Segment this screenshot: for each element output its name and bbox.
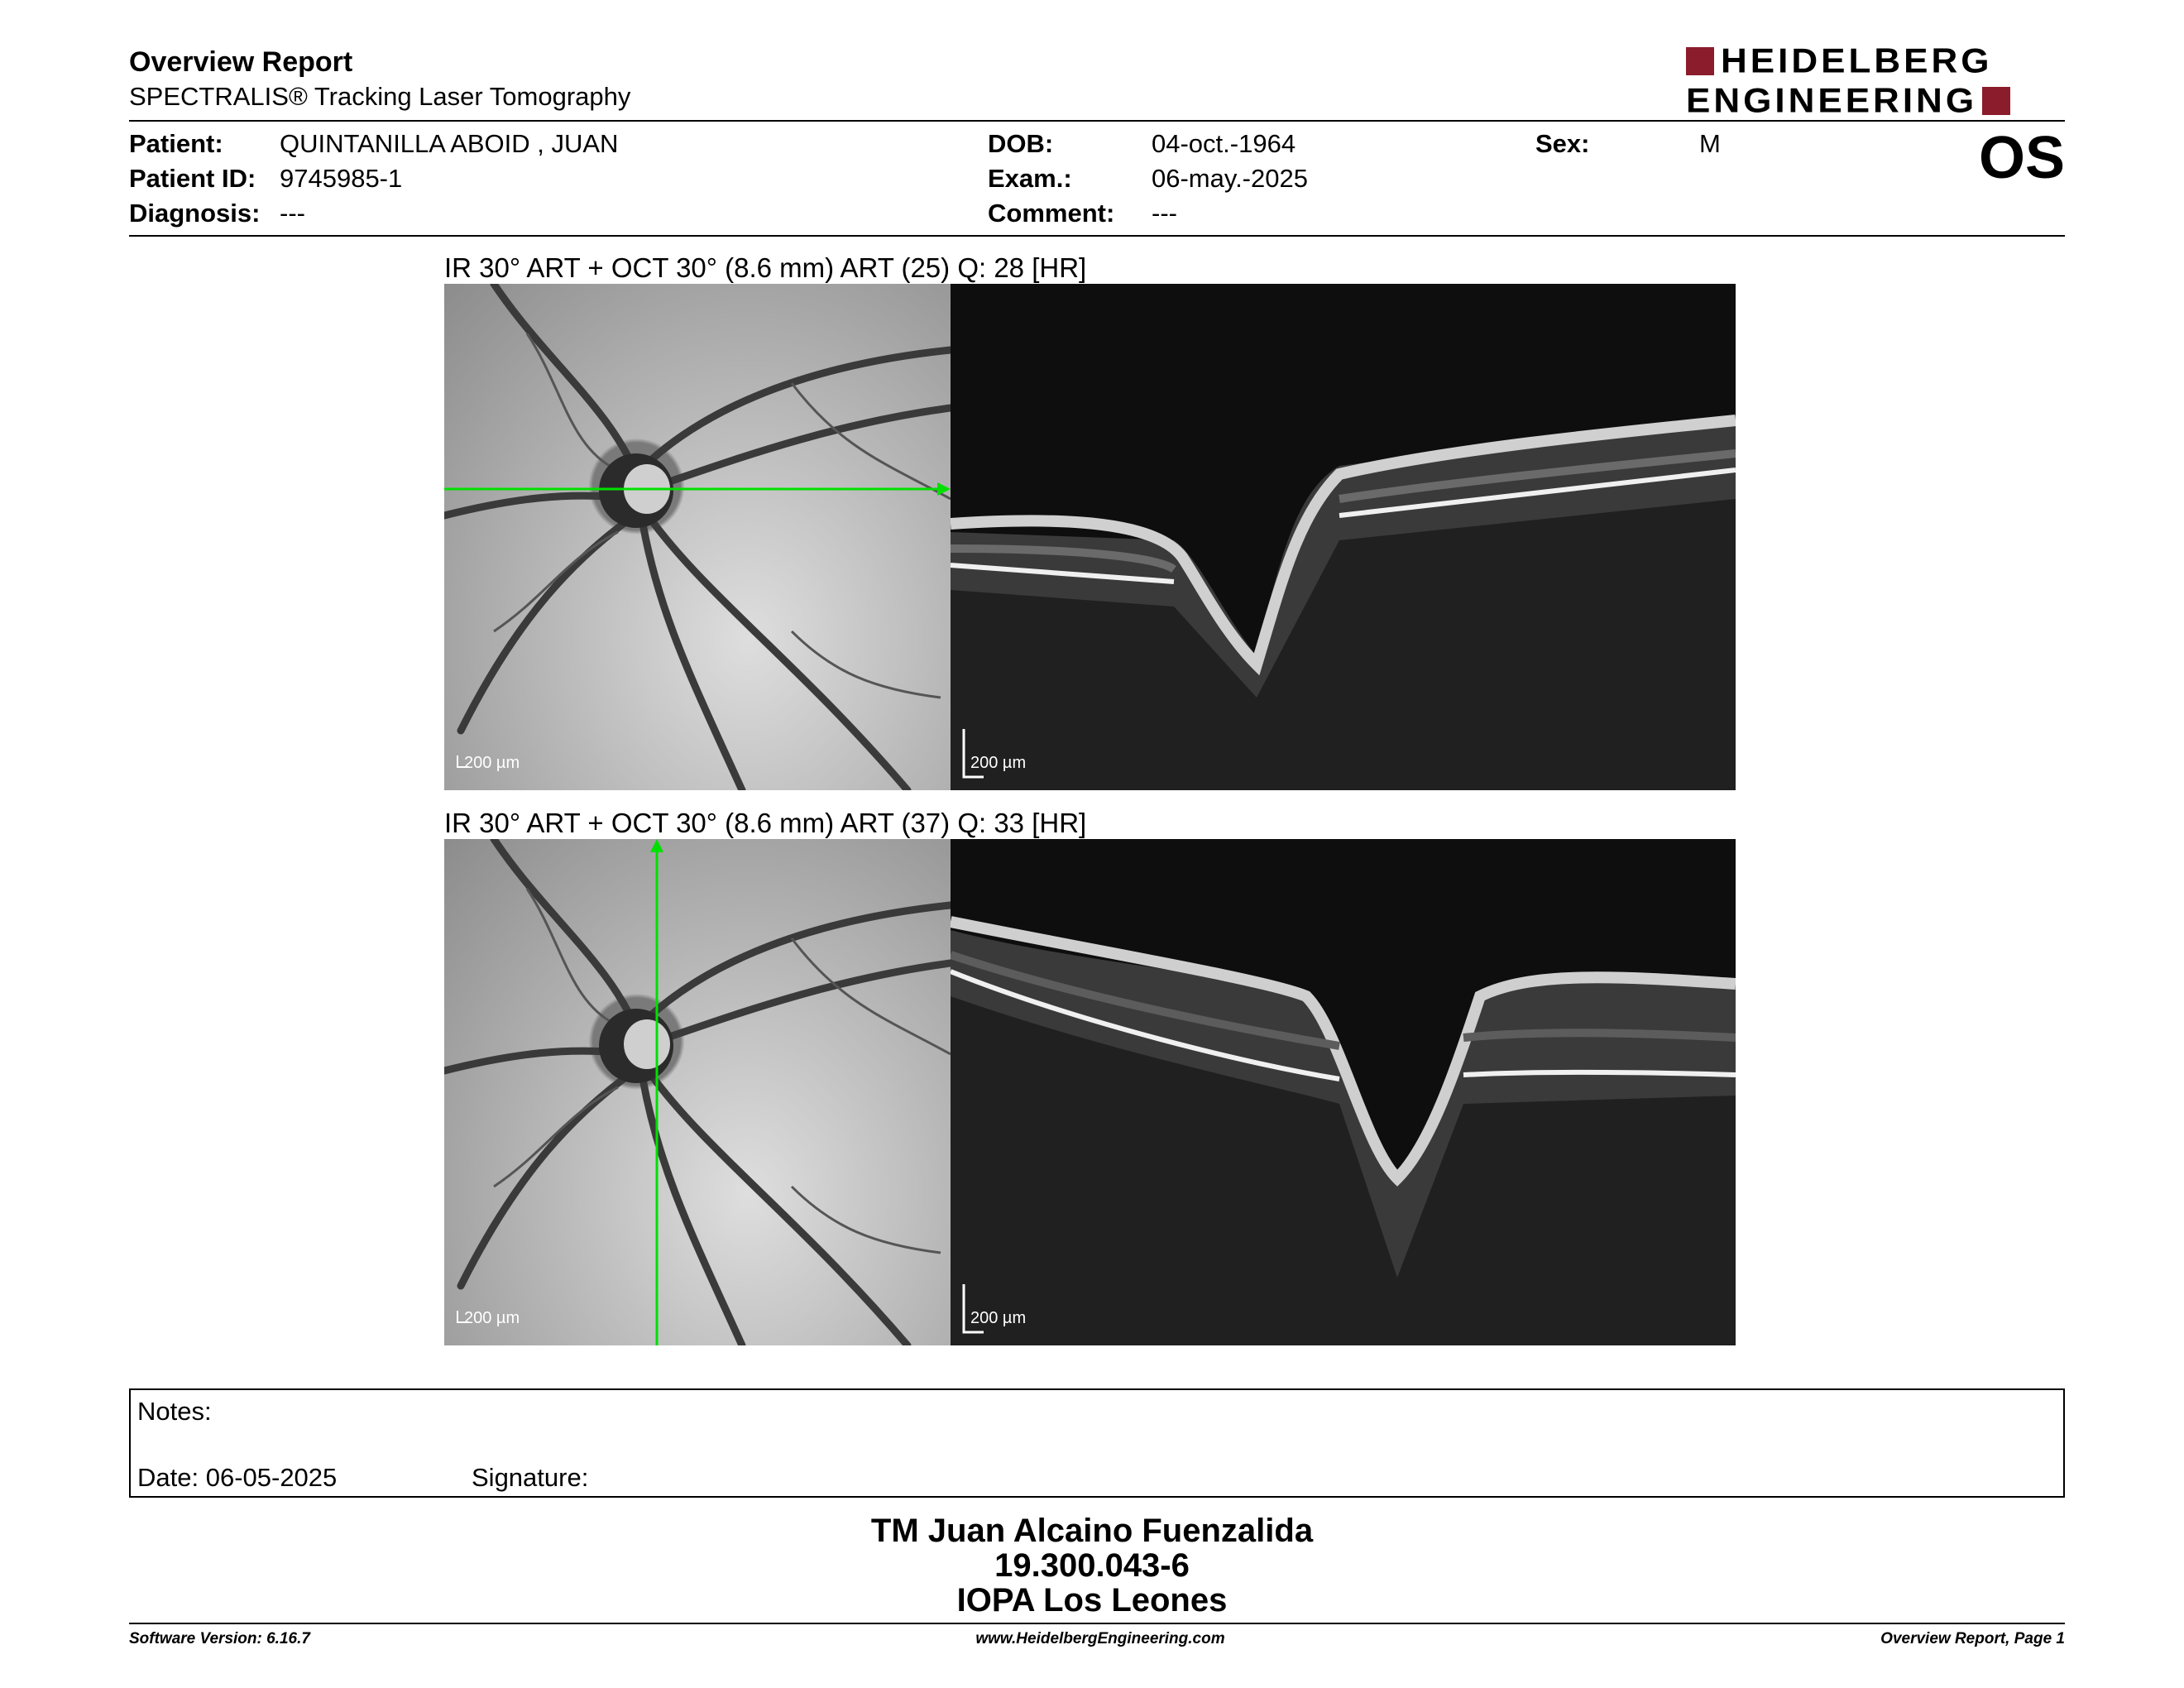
- logo-line2: ENGINEERING: [1686, 81, 1978, 120]
- logo-square-icon: [1982, 87, 2010, 115]
- sex-value: M: [1699, 129, 1721, 158]
- patient-label: Patient:: [129, 129, 223, 158]
- signer-id: 19.300.043-6: [994, 1547, 1190, 1584]
- website: www.HeidelbergEngineering.com: [975, 1630, 1225, 1647]
- patient-id: 9745985-1: [280, 164, 403, 193]
- footer-divider: [129, 1623, 2065, 1624]
- dob-value: 04-oct.-1964: [1152, 129, 1296, 158]
- diagnosis-value: ---: [280, 199, 305, 228]
- signer-clinic: IOPA Los Leones: [956, 1582, 1228, 1618]
- oct-scale-2: 200 µm: [970, 1309, 1027, 1327]
- fundus-image-2: [444, 839, 951, 1345]
- signer-name: TM Juan Alcaino Fuenzalida: [870, 1513, 1314, 1549]
- dob-label: DOB:: [988, 129, 1054, 158]
- heidelberg-logo: [1686, 43, 2065, 122]
- oct-bscan-1: [951, 284, 1736, 790]
- oct-bscan-2: [951, 839, 1736, 1345]
- diagnosis-label: Diagnosis:: [129, 199, 261, 228]
- eye-indicator: OS: [1978, 125, 2065, 191]
- comment-value: ---: [1152, 199, 1177, 228]
- header-divider: [129, 120, 2065, 122]
- sex-label: Sex:: [1535, 129, 1590, 158]
- logo-square-icon: [1686, 47, 1714, 75]
- exam-label: Exam.:: [988, 164, 1072, 193]
- comment-label: Comment:: [988, 199, 1115, 228]
- notes-date: Date: 06-05-2025: [137, 1463, 338, 1492]
- scan-label-2: IR 30° ART + OCT 30° (8.6 mm) ART (37) Q: 33 [HR]: [444, 808, 1087, 838]
- notes-box: [129, 1388, 2065, 1498]
- fundus-scale-1: 200 µm: [464, 754, 520, 772]
- fundus-image-1: [444, 284, 951, 790]
- signature-label: Signature:: [472, 1463, 589, 1492]
- oct-scale-1: 200 µm: [970, 754, 1027, 772]
- report-title: Overview Report: [129, 46, 353, 78]
- report-subtitle: SPECTRALIS® Tracking Laser Tomography: [129, 82, 631, 111]
- patient-divider: [129, 235, 2065, 237]
- notes-label: Notes:: [137, 1397, 212, 1426]
- software-version: Software Version: 6.16.7: [129, 1630, 310, 1647]
- patient-id-label: Patient ID:: [129, 164, 256, 193]
- exam-date: 06-may.-2025: [1152, 164, 1308, 193]
- patient-name: QUINTANILLA ABOID , JUAN: [280, 129, 619, 158]
- page-indicator: Overview Report, Page 1: [1880, 1630, 2065, 1647]
- logo-line1: HEIDELBERG: [1721, 41, 1993, 80]
- scan-label-1: IR 30° ART + OCT 30° (8.6 mm) ART (25) Q: 28 [HR]: [444, 252, 1087, 283]
- fundus-scale-2: 200 µm: [464, 1309, 520, 1327]
